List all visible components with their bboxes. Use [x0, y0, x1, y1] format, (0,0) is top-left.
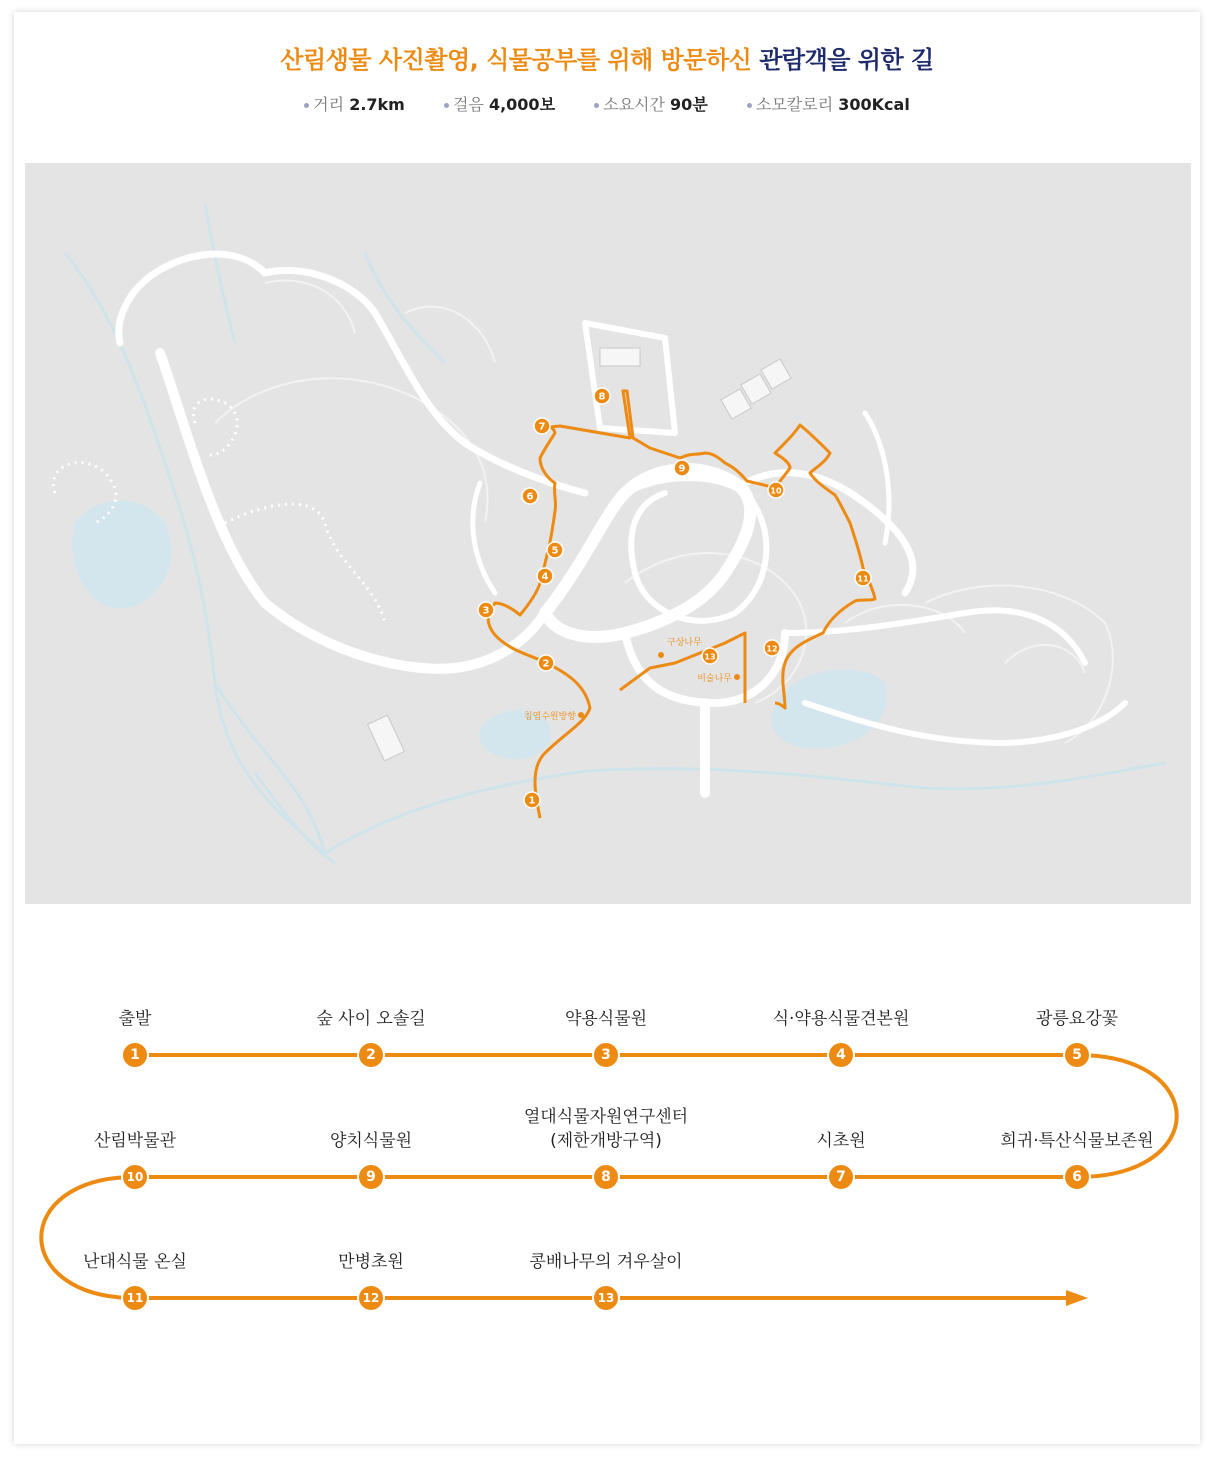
- timeline-stop-3-label: 약용식물원: [564, 1009, 648, 1029]
- svg-text:8: 8: [598, 391, 606, 403]
- timeline-stop-11-label: 난대식물 온실: [83, 1252, 187, 1272]
- timeline-stop-13-label: 콩배나무의 겨우살이: [529, 1252, 683, 1272]
- timeline-stop-1-badge: 1: [121, 1041, 149, 1069]
- timeline-stop-2-badge: 2: [357, 1041, 385, 1069]
- svg-text:7: 7: [538, 421, 546, 433]
- svg-text:1: 1: [528, 795, 536, 807]
- timeline-stop-12-label: 만병초원: [338, 1252, 404, 1272]
- timeline-stop-5-badge: 5: [1063, 1041, 1091, 1069]
- svg-text:9: 9: [678, 463, 686, 475]
- svg-text:11: 11: [857, 574, 869, 584]
- timeline-stop-8-label: 열대식물자원연구센터 (제한개방구역): [523, 1107, 689, 1151]
- timeline-stop-6-label: 희귀·특산식물보존원: [1000, 1131, 1154, 1151]
- stat-steps: 걸음 4,000보: [444, 92, 555, 115]
- title-rest: 관람객을 위한 길: [759, 46, 934, 74]
- timeline-stop-12-badge: 12: [357, 1284, 385, 1312]
- timeline-stop-9-label: 양치식물원: [329, 1131, 413, 1151]
- timeline-stop-6-badge: 6: [1063, 1163, 1091, 1191]
- timeline-stop-7-badge: 7: [827, 1163, 855, 1191]
- timeline-stop-1-label: 출발: [118, 1009, 152, 1029]
- timeline-stop-4-label: 식·약용식물견본원: [772, 1009, 910, 1029]
- timeline-stop-2-label: 숲 사이 오솔길: [316, 1009, 426, 1029]
- timeline-stop-9-badge: 9: [357, 1163, 385, 1191]
- svg-text:10: 10: [770, 486, 782, 496]
- timeline-stop-5-label: 광릉요강꽃: [1035, 1009, 1119, 1029]
- svg-text:12: 12: [766, 644, 778, 654]
- svg-text:구상나무: 구상나무: [667, 638, 702, 648]
- stat-calories: 소모칼로리 300Kcal: [747, 92, 910, 115]
- svg-text:비술나무: 비술나무: [697, 674, 732, 684]
- svg-text:5: 5: [551, 545, 559, 557]
- timeline-stop-10-label: 산림박물관: [93, 1131, 177, 1151]
- svg-text:침엽수원방향: 침엽수원방향: [523, 712, 576, 722]
- timeline-stop-7-label: 시초원: [816, 1131, 866, 1151]
- timeline-stop-11-badge: 11: [121, 1284, 149, 1312]
- title-highlight: 산림생물 사진촬영, 식물공부를 위해 방문하신: [280, 46, 752, 74]
- timeline-stop-3-badge: 3: [592, 1041, 620, 1069]
- timeline-arrow-icon: [1066, 1290, 1088, 1306]
- timeline-stop-10-badge: 10: [121, 1163, 149, 1191]
- stat-distance: 거리 2.7km: [304, 92, 405, 115]
- timeline-stop-13-badge: 13: [592, 1284, 620, 1312]
- timeline-stop-8-badge: 8: [592, 1163, 620, 1191]
- svg-text:4: 4: [541, 571, 549, 583]
- stat-duration: 소요시간 90분: [594, 92, 708, 115]
- svg-text:2: 2: [542, 658, 550, 670]
- svg-text:6: 6: [526, 491, 534, 503]
- svg-text:13: 13: [704, 652, 716, 662]
- timeline-stop-4-badge: 4: [827, 1041, 855, 1069]
- svg-text:3: 3: [482, 605, 490, 617]
